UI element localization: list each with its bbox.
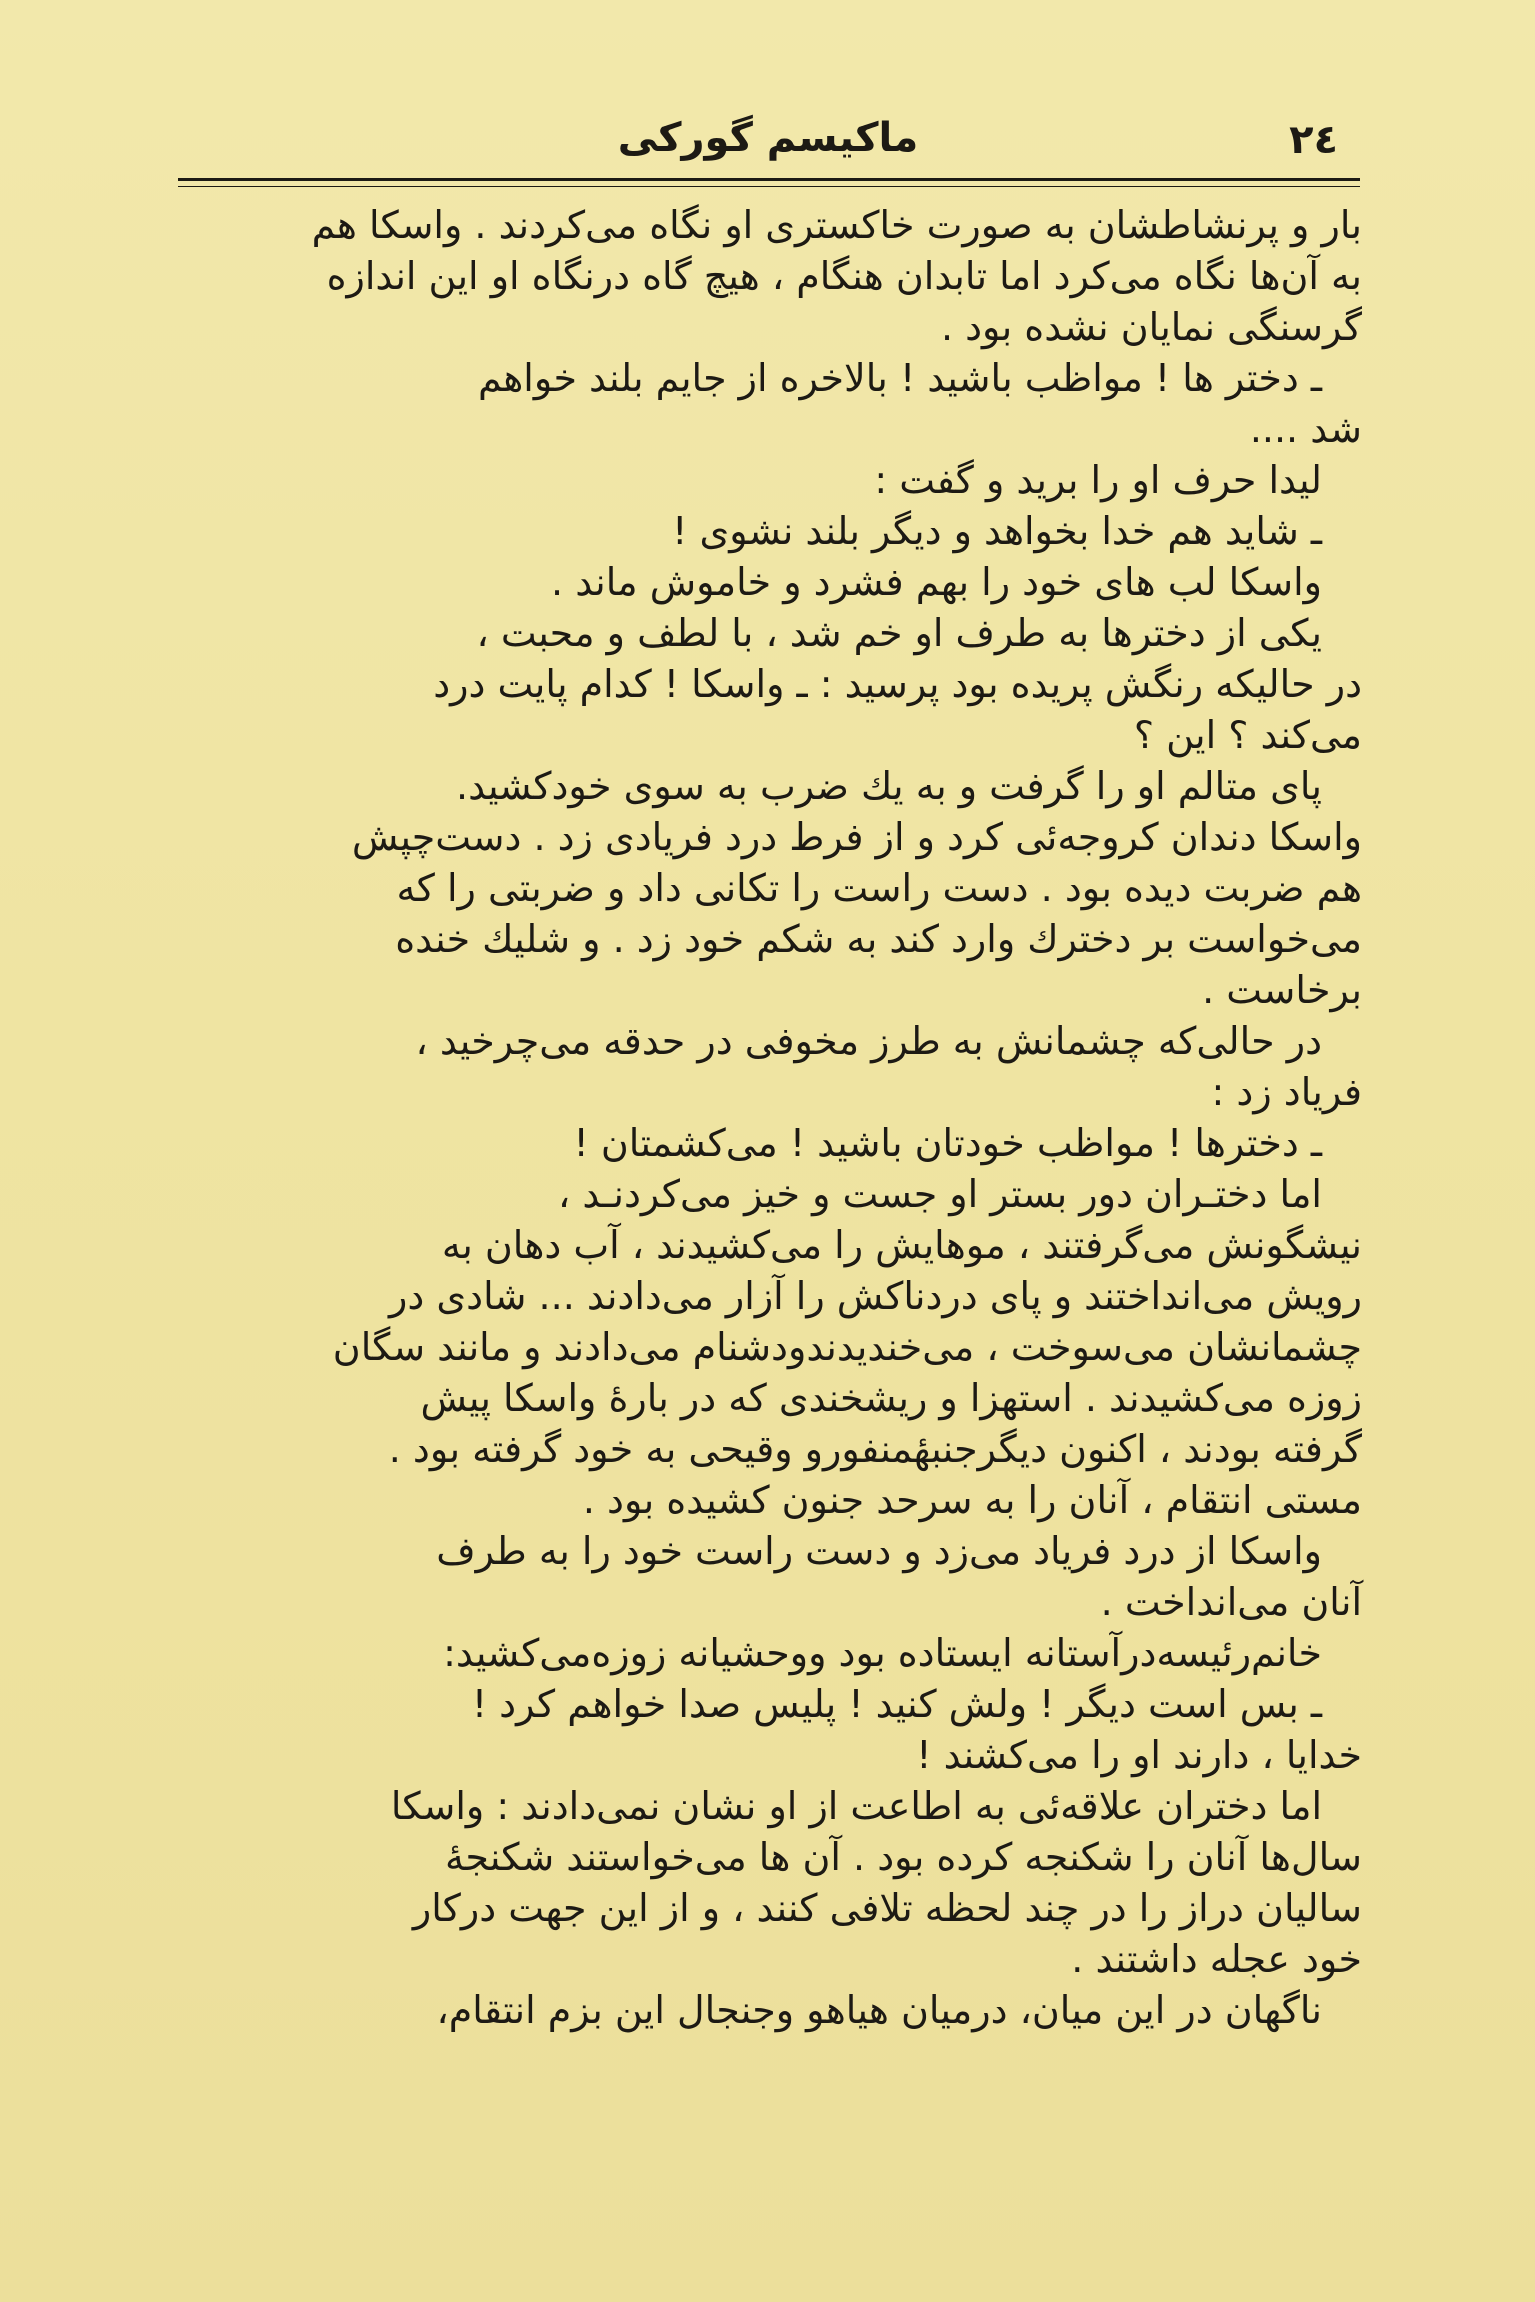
text-line: ـ بس است دیگر ! ولش کنید ! پلیس صدا خواهم کرد ! xyxy=(471,1682,1322,1726)
running-title: ماکیسم گورکی xyxy=(617,115,919,161)
text-line: ـ شاید هم خدا بخواهد و دیگر بلند نشوی ! xyxy=(672,509,1322,553)
text-line: خود عجله داشتند . xyxy=(1071,1937,1362,1981)
text-line: گرسنگی نمایان نشده بود . xyxy=(940,305,1362,349)
text-line: یکی از دخترها به طرف او خم شد ، با لطف و محبت ، xyxy=(476,611,1322,655)
text-line: می‌کند ؟ این ؟ xyxy=(1133,713,1362,757)
text-line: به آن‌ها نگاه می‌کرد اما تابدان هنگام ، هیچ گاه درنگاه او این اندازه xyxy=(326,254,1362,298)
body-text xyxy=(176,200,1362,2036)
page-header xyxy=(178,105,1358,180)
text-line: پای متالم او را گرفت و به یك ضرب به سوی خودکشید. xyxy=(456,764,1322,808)
header-rule-thin xyxy=(178,186,1360,187)
header-rule xyxy=(178,178,1360,181)
text-line: شد .... xyxy=(1249,407,1362,451)
page-number: ٢٤ xyxy=(1289,117,1338,163)
text-line: هم ضربت دیده بود . دست راست را تکانی داد و ضربتی را که xyxy=(396,866,1362,910)
text-line: زوزه می‌کشیدند . استهزا و ریشخندی که در بارهٔ واسکا پیش xyxy=(420,1376,1362,1420)
text-line: بار و پرنشاطشان به صورت خاکستری او نگاه می‌کردند . واسکا هم xyxy=(311,203,1362,247)
text-line: در حالی‌که چشمانش به طرز مخوفی در حدقه می‌چرخید ، xyxy=(415,1019,1322,1063)
text-line: مستی انتقام ، آنان را به سرحد جنون کشیده بود . xyxy=(582,1478,1362,1522)
text-line: برخاست . xyxy=(1202,968,1362,1012)
text-line: رویش می‌انداختند و پای دردناکش را آزار می‌دادند ... شادی در xyxy=(389,1274,1362,1318)
text-line: واسکا از درد فریاد می‌زد و دست راست خود را به طرف xyxy=(436,1529,1322,1573)
text-line: ناگهان در این میان، درمیان هیاهو وجنجال این بزم انتقام، xyxy=(436,1988,1322,2032)
text-line: گرفته بودند ، اکنون دیگرجنبهٔمنفورو وقیحی به خود گرفته بود . xyxy=(388,1427,1362,1471)
text-line: سالیان دراز را در چند لحظه تلافی کنند ، و از این جهت درکار xyxy=(412,1886,1362,1930)
text-line: سال‌ها آنان را شکنجه کرده بود . آن ها می‌خواستند شکنجهٔ xyxy=(445,1835,1362,1879)
text-line: ـ دخترها ! مواظب خودتان باشید ! می‌کشمتان ! xyxy=(573,1121,1322,1165)
text-line: نیشگونش می‌گرفتند ، موهایش را می‌کشیدند ، آب دهان به xyxy=(441,1223,1362,1267)
text-line: اما دختران علاقه‌ئی به اطاعت از او نشان نمی‌دادند : واسکا xyxy=(390,1784,1322,1828)
text-line: خانم‌رئیسه‌درآستانه ایستاده بود ووحشیانه زوزه‌می‌کشید: xyxy=(443,1631,1322,1675)
text-line: ـ دختر ها ! مواظب باشید ! بالاخره از جایم بلند خواهم xyxy=(477,356,1322,400)
text-line: واسکا دندان کروجه‌ئی کرد و از فرط درد فریادی زد . دست‌چپش xyxy=(351,815,1362,859)
text-line: می‌خواست بر دخترك وارد کند به شکم خود زد . و شلیك خنده xyxy=(395,917,1362,961)
text-line: واسکا لب های خود را بهم فشرد و خاموش ماند . xyxy=(551,560,1322,604)
text-line: چشمانشان می‌سوخت ، می‌خندیدندودشنام می‌دادند و مانند سگان xyxy=(332,1325,1362,1369)
text-line: در حالیکه رنگش پریده بود پرسید : ـ واسکا ! کدام پایت درد xyxy=(433,662,1362,706)
text-line: خدایا ، دارند او را می‌کشند ! xyxy=(916,1733,1362,1777)
text-line: اما دختـران دور بستر او جست و خیز می‌کردنـد ، xyxy=(558,1172,1322,1216)
text-line: فریاد زد : xyxy=(1211,1070,1362,1114)
text-line: لیدا حرف او را برید و گفت : xyxy=(874,458,1322,502)
text-line: آنان می‌انداخت . xyxy=(1100,1580,1362,1624)
